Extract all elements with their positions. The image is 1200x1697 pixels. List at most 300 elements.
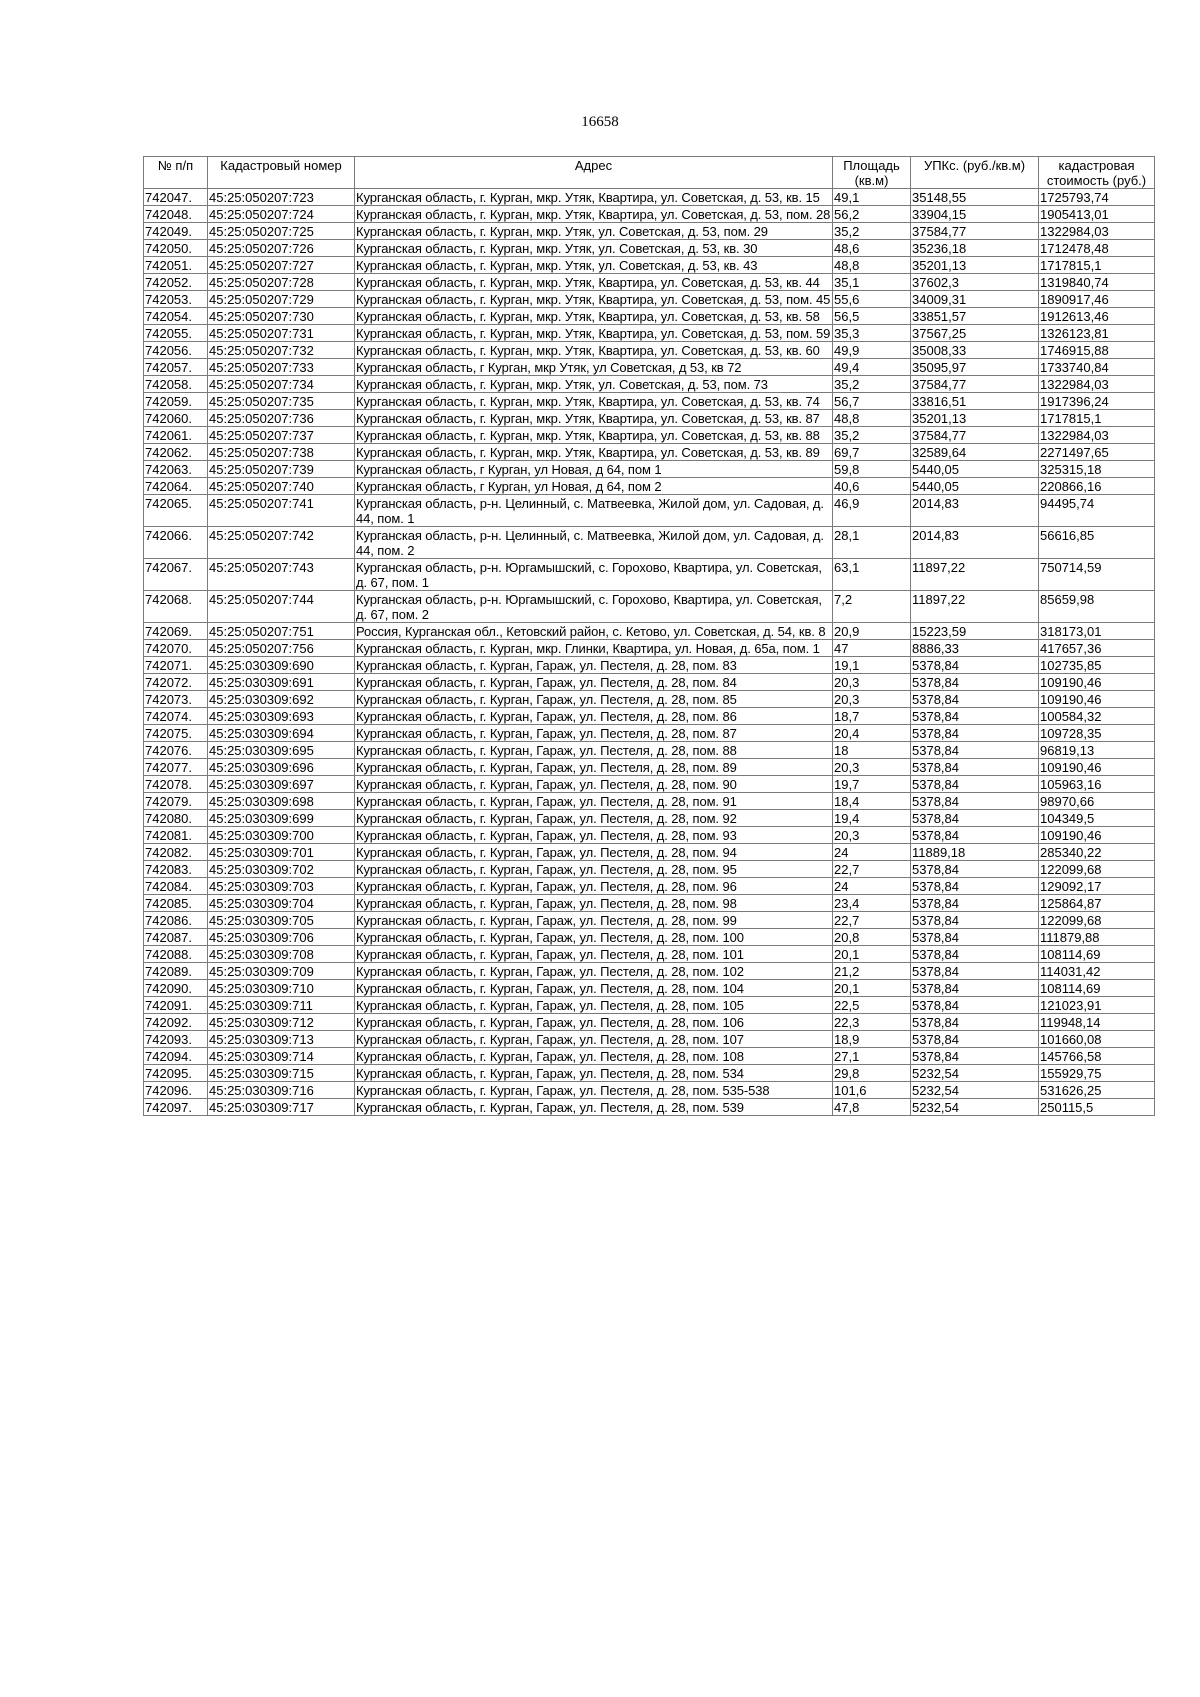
row-number-cell: 742049. — [144, 223, 208, 240]
address-cell: Курганская область, г. Курган, мкр. Утяк, ул. Советская, д. 53, пом. 29 — [355, 223, 833, 240]
cadastral-number-cell: 45:25:050207:735 — [208, 393, 355, 410]
table-row — [144, 240, 1155, 257]
upks-value-cell: 5378,84 — [911, 759, 1039, 776]
area-cell: 46,9 — [833, 495, 911, 527]
cadastral-table — [143, 156, 1155, 1116]
table-row — [144, 759, 1155, 776]
upks-value-cell: 35095,97 — [911, 359, 1039, 376]
upks-value-cell: 5378,84 — [911, 708, 1039, 725]
area-cell: 20,3 — [833, 674, 911, 691]
area-cell: 101,6 — [833, 1082, 911, 1099]
cadastral-value-cell: 1319840,74 — [1039, 274, 1155, 291]
table-row — [144, 674, 1155, 691]
table-row — [144, 793, 1155, 810]
cadastral-number-cell: 45:25:050207:743 — [208, 559, 355, 591]
cadastral-value-cell: 56616,85 — [1039, 527, 1155, 559]
area-cell: 47 — [833, 640, 911, 657]
area-cell: 56,7 — [833, 393, 911, 410]
area-cell: 20,4 — [833, 725, 911, 742]
area-cell: 22,7 — [833, 861, 911, 878]
address-cell: Курганская область, р-н. Целинный, с. Матвеевка, Жилой дом, ул. Садовая, д. 44, пом. 2 — [355, 527, 833, 559]
table-row — [144, 559, 1155, 591]
address-cell: Курганская область, г. Курган, мкр. Утяк, Квартира, ул. Советская, д. 53, пом. 45 — [355, 291, 833, 308]
row-number-cell: 742060. — [144, 410, 208, 427]
table-row — [144, 640, 1155, 657]
upks-value-cell: 8886,33 — [911, 640, 1039, 657]
row-number-cell: 742093. — [144, 1031, 208, 1048]
row-number-cell: 742053. — [144, 291, 208, 308]
area-cell: 19,4 — [833, 810, 911, 827]
area-cell: 20,9 — [833, 623, 911, 640]
cadastral-number-cell: 45:25:030309:691 — [208, 674, 355, 691]
upks-value-cell: 37584,77 — [911, 223, 1039, 240]
area-cell: 47,8 — [833, 1099, 911, 1116]
area-cell: 40,6 — [833, 478, 911, 495]
table-row — [144, 206, 1155, 223]
area-cell: 35,3 — [833, 325, 911, 342]
cadastral-number-cell: 45:25:030309:696 — [208, 759, 355, 776]
cadastral-value-cell: 1712478,48 — [1039, 240, 1155, 257]
address-cell: Курганская область, г. Курган, мкр. Утяк, Квартира, ул. Советская, д. 53, кв. 58 — [355, 308, 833, 325]
area-cell: 20,3 — [833, 691, 911, 708]
upks-value-cell: 37602,3 — [911, 274, 1039, 291]
row-number-cell: 742047. — [144, 189, 208, 206]
cadastral-value-cell: 1717815,1 — [1039, 410, 1155, 427]
row-number-cell: 742061. — [144, 427, 208, 444]
table-row — [144, 963, 1155, 980]
area-cell: 49,4 — [833, 359, 911, 376]
table-row — [144, 623, 1155, 640]
address-cell: Курганская область, г. Курган, Гараж, ул. Пестеля, д. 28, пом. 89 — [355, 759, 833, 776]
address-cell: Курганская область, р-н. Юргамышский, с. Горохово, Квартира, ул. Советская, д. 67, пом. 1 — [355, 559, 833, 591]
table-row — [144, 776, 1155, 793]
address-cell: Курганская область, г. Курган, Гараж, ул. Пестеля, д. 28, пом. 104 — [355, 980, 833, 997]
address-cell: Курганская область, г. Курган, Гараж, ул. Пестеля, д. 28, пом. 92 — [355, 810, 833, 827]
upks-value-cell: 5378,84 — [911, 912, 1039, 929]
table-row — [144, 325, 1155, 342]
address-cell: Курганская область, г. Курган, Гараж, ул. Пестеля, д. 28, пом. 106 — [355, 1014, 833, 1031]
table-row — [144, 393, 1155, 410]
cadastral-value-cell: 1733740,84 — [1039, 359, 1155, 376]
area-cell: 20,1 — [833, 980, 911, 997]
cadastral-number-cell: 45:25:030309:699 — [208, 810, 355, 827]
address-cell: Курганская область, г. Курган, Гараж, ул. Пестеля, д. 28, пом. 99 — [355, 912, 833, 929]
table-row — [144, 591, 1155, 623]
area-cell: 63,1 — [833, 559, 911, 591]
area-cell: 35,2 — [833, 376, 911, 393]
cadastral-value-cell: 750714,59 — [1039, 559, 1155, 591]
cadastral-value-cell: 100584,32 — [1039, 708, 1155, 725]
cadastral-value-cell: 85659,98 — [1039, 591, 1155, 623]
row-number-cell: 742094. — [144, 1048, 208, 1065]
address-cell: Курганская область, р-н. Целинный, с. Матвеевка, Жилой дом, ул. Садовая, д. 44, пом. 1 — [355, 495, 833, 527]
upks-value-cell: 5232,54 — [911, 1099, 1039, 1116]
cadastral-value-cell: 122099,68 — [1039, 861, 1155, 878]
cadastral-number-cell: 45:25:030309:690 — [208, 657, 355, 674]
row-number-cell: 742080. — [144, 810, 208, 827]
cadastral-value-cell: 108114,69 — [1039, 980, 1155, 997]
area-cell: 49,1 — [833, 189, 911, 206]
cadastral-number-cell: 45:25:030309:712 — [208, 1014, 355, 1031]
cadastral-value-cell: 96819,13 — [1039, 742, 1155, 759]
cadastral-value-cell: 1322984,03 — [1039, 427, 1155, 444]
area-cell: 18,4 — [833, 793, 911, 810]
upks-value-cell: 5378,84 — [911, 776, 1039, 793]
table-row — [144, 1048, 1155, 1065]
upks-value-cell: 5378,84 — [911, 1048, 1039, 1065]
upks-value-cell: 5440,05 — [911, 478, 1039, 495]
upks-value-cell: 5440,05 — [911, 461, 1039, 478]
row-number-cell: 742070. — [144, 640, 208, 657]
table-row — [144, 827, 1155, 844]
area-cell: 48,8 — [833, 257, 911, 274]
row-number-cell: 742075. — [144, 725, 208, 742]
upks-value-cell: 35201,13 — [911, 410, 1039, 427]
table-row — [144, 527, 1155, 559]
upks-value-cell: 2014,83 — [911, 495, 1039, 527]
row-number-cell: 742089. — [144, 963, 208, 980]
cadastral-number-cell: 45:25:030309:697 — [208, 776, 355, 793]
cadastral-number-cell: 45:25:050207:733 — [208, 359, 355, 376]
cadastral-value-cell: 1326123,81 — [1039, 325, 1155, 342]
address-cell: Курганская область, г. Курган, Гараж, ул. Пестеля, д. 28, пом. 94 — [355, 844, 833, 861]
table-row — [144, 461, 1155, 478]
cadastral-value-cell: 1912613,46 — [1039, 308, 1155, 325]
cadastral-number-cell: 45:25:030309:709 — [208, 963, 355, 980]
cadastral-value-cell: 109190,46 — [1039, 827, 1155, 844]
row-number-cell: 742063. — [144, 461, 208, 478]
row-number-cell: 742069. — [144, 623, 208, 640]
upks-value-cell: 5378,84 — [911, 674, 1039, 691]
address-cell: Курганская область, г Курган, ул Новая, д 64, пом 1 — [355, 461, 833, 478]
cadastral-number-cell: 45:25:030309:693 — [208, 708, 355, 725]
upks-value-cell: 32589,64 — [911, 444, 1039, 461]
row-number-cell: 742064. — [144, 478, 208, 495]
row-number-cell: 742051. — [144, 257, 208, 274]
address-cell: Курганская область, г. Курган, мкр. Утяк, Квартира, ул. Советская, д. 53, пом. 28 — [355, 206, 833, 223]
area-cell: 49,9 — [833, 342, 911, 359]
address-cell: Курганская область, г. Курган, Гараж, ул. Пестеля, д. 28, пом. 96 — [355, 878, 833, 895]
cadastral-number-cell: 45:25:050207:739 — [208, 461, 355, 478]
area-cell: 18,9 — [833, 1031, 911, 1048]
area-cell: 22,7 — [833, 912, 911, 929]
cadastral-number-cell: 45:25:050207:729 — [208, 291, 355, 308]
cadastral-value-cell: 102735,85 — [1039, 657, 1155, 674]
area-cell: 18 — [833, 742, 911, 759]
row-number-cell: 742077. — [144, 759, 208, 776]
upks-value-cell: 15223,59 — [911, 623, 1039, 640]
upks-value-cell: 5378,84 — [911, 793, 1039, 810]
cadastral-number-cell: 45:25:050207:724 — [208, 206, 355, 223]
cadastral-value-cell: 122099,68 — [1039, 912, 1155, 929]
cadastral-number-cell: 45:25:050207:732 — [208, 342, 355, 359]
area-cell: 19,1 — [833, 657, 911, 674]
upks-value-cell: 5378,84 — [911, 861, 1039, 878]
upks-value-cell: 5378,84 — [911, 827, 1039, 844]
table-row — [144, 929, 1155, 946]
cadastral-value-cell: 1905413,01 — [1039, 206, 1155, 223]
row-number-cell: 742088. — [144, 946, 208, 963]
cadastral-value-cell: 145766,58 — [1039, 1048, 1155, 1065]
cadastral-number-cell: 45:25:030309:700 — [208, 827, 355, 844]
cadastral-value-cell: 109190,46 — [1039, 759, 1155, 776]
upks-value-cell: 35236,18 — [911, 240, 1039, 257]
upks-value-cell: 11897,22 — [911, 591, 1039, 623]
cadastral-value-cell: 250115,5 — [1039, 1099, 1155, 1116]
cadastral-value-cell: 1322984,03 — [1039, 223, 1155, 240]
address-cell: Курганская область, р-н. Юргамышский, с. Горохово, Квартира, ул. Советская, д. 67, пом. 2 — [355, 591, 833, 623]
cadastral-value-cell: 111879,88 — [1039, 929, 1155, 946]
cadastral-number-cell: 45:25:030309:701 — [208, 844, 355, 861]
cadastral-number-cell: 45:25:030309:692 — [208, 691, 355, 708]
upks-value-cell: 5378,84 — [911, 929, 1039, 946]
table-row — [144, 478, 1155, 495]
row-number-cell: 742052. — [144, 274, 208, 291]
row-number-cell: 742087. — [144, 929, 208, 946]
address-cell: Курганская область, г. Курган, мкр. Утяк, ул. Советская, д. 53, пом. 73 — [355, 376, 833, 393]
table-header-row — [144, 157, 1155, 189]
header-upks: УПКс. (руб./кв.м) — [911, 157, 1039, 189]
address-cell: Курганская область, г. Курган, Гараж, ул. Пестеля, д. 28, пом. 93 — [355, 827, 833, 844]
cadastral-number-cell: 45:25:030309:710 — [208, 980, 355, 997]
row-number-cell: 742059. — [144, 393, 208, 410]
area-cell: 56,5 — [833, 308, 911, 325]
page-number: 16658 — [581, 114, 619, 130]
cadastral-value-cell: 125864,87 — [1039, 895, 1155, 912]
cadastral-number-cell: 45:25:030309:713 — [208, 1031, 355, 1048]
address-cell: Курганская область, г. Курган, мкр. Утяк, Квартира, ул. Советская, д. 53, кв. 87 — [355, 410, 833, 427]
upks-value-cell: 5378,84 — [911, 895, 1039, 912]
upks-value-cell: 5232,54 — [911, 1082, 1039, 1099]
row-number-cell: 742073. — [144, 691, 208, 708]
cadastral-number-cell: 45:25:030309:706 — [208, 929, 355, 946]
cadastral-number-cell: 45:25:050207:737 — [208, 427, 355, 444]
cadastral-number-cell: 45:25:050207:740 — [208, 478, 355, 495]
address-cell: Курганская область, г. Курган, мкр. Утяк, ул. Советская, д. 53, кв. 43 — [355, 257, 833, 274]
table-row — [144, 810, 1155, 827]
row-number-cell: 742076. — [144, 742, 208, 759]
cadastral-value-cell: 1717815,1 — [1039, 257, 1155, 274]
area-cell: 20,3 — [833, 827, 911, 844]
table-row — [144, 308, 1155, 325]
upks-value-cell: 11889,18 — [911, 844, 1039, 861]
upks-value-cell: 33904,15 — [911, 206, 1039, 223]
area-cell: 35,2 — [833, 427, 911, 444]
upks-value-cell: 5378,84 — [911, 1014, 1039, 1031]
cadastral-number-cell: 45:25:030309:711 — [208, 997, 355, 1014]
table-row — [144, 980, 1155, 997]
cadastral-value-cell: 325315,18 — [1039, 461, 1155, 478]
upks-value-cell: 5378,84 — [911, 1031, 1039, 1048]
area-cell: 55,6 — [833, 291, 911, 308]
cadastral-value-cell: 121023,91 — [1039, 997, 1155, 1014]
table-row — [144, 895, 1155, 912]
table-row — [144, 274, 1155, 291]
cadastral-value-cell: 98970,66 — [1039, 793, 1155, 810]
row-number-cell: 742055. — [144, 325, 208, 342]
address-cell: Курганская область, г. Курган, мкр. Утяк, Квартира, ул. Советская, д. 53, кв. 74 — [355, 393, 833, 410]
row-number-cell: 742079. — [144, 793, 208, 810]
address-cell: Курганская область, г. Курган, Гараж, ул. Пестеля, д. 28, пом. 100 — [355, 929, 833, 946]
address-cell: Курганская область, г Курган, ул Новая, д 64, пом 2 — [355, 478, 833, 495]
row-number-cell: 742095. — [144, 1065, 208, 1082]
cadastral-number-cell: 45:25:030309:704 — [208, 895, 355, 912]
area-cell: 22,3 — [833, 1014, 911, 1031]
table-row — [144, 359, 1155, 376]
address-cell: Курганская область, г. Курган, мкр. Утяк, Квартира, ул. Советская, д. 53, кв. 60 — [355, 342, 833, 359]
table-row — [144, 427, 1155, 444]
address-cell: Курганская область, г. Курган, мкр. Утяк, Квартира, ул. Советская, д. 53, пом. 59 — [355, 325, 833, 342]
row-number-cell: 742066. — [144, 527, 208, 559]
row-number-cell: 742096. — [144, 1082, 208, 1099]
area-cell: 24 — [833, 844, 911, 861]
cadastral-value-cell: 1725793,74 — [1039, 189, 1155, 206]
row-number-cell: 742081. — [144, 827, 208, 844]
table-row — [144, 691, 1155, 708]
row-number-cell: 742086. — [144, 912, 208, 929]
row-number-cell: 742090. — [144, 980, 208, 997]
row-number-cell: 742085. — [144, 895, 208, 912]
table-row — [144, 495, 1155, 527]
upks-value-cell: 5378,84 — [911, 810, 1039, 827]
cadastral-number-cell: 45:25:050207:734 — [208, 376, 355, 393]
area-cell: 18,7 — [833, 708, 911, 725]
row-number-cell: 742065. — [144, 495, 208, 527]
cadastral-value-cell: 109190,46 — [1039, 691, 1155, 708]
table-row — [144, 878, 1155, 895]
row-number-cell: 742078. — [144, 776, 208, 793]
cadastral-number-cell: 45:25:050207:741 — [208, 495, 355, 527]
area-cell: 59,8 — [833, 461, 911, 478]
upks-value-cell: 5232,54 — [911, 1065, 1039, 1082]
upks-value-cell: 5378,84 — [911, 963, 1039, 980]
cadastral-number-cell: 45:25:050207:730 — [208, 308, 355, 325]
cadastral-number-cell: 45:25:050207:725 — [208, 223, 355, 240]
cadastral-value-cell: 101660,08 — [1039, 1031, 1155, 1048]
row-number-cell: 742058. — [144, 376, 208, 393]
row-number-cell: 742056. — [144, 342, 208, 359]
table-row — [144, 708, 1155, 725]
table-row — [144, 844, 1155, 861]
row-number-cell: 742097. — [144, 1099, 208, 1116]
address-cell: Курганская область, г. Курган, Гараж, ул. Пестеля, д. 28, пом. 534 — [355, 1065, 833, 1082]
area-cell: 20,1 — [833, 946, 911, 963]
row-number-cell: 742091. — [144, 997, 208, 1014]
cadastral-number-cell: 45:25:030309:716 — [208, 1082, 355, 1099]
address-cell: Курганская область, г. Курган, мкр. Глинки, Квартира, ул. Новая, д. 65а, пом. 1 — [355, 640, 833, 657]
row-number-cell: 742084. — [144, 878, 208, 895]
area-cell: 20,8 — [833, 929, 911, 946]
row-number-cell: 742050. — [144, 240, 208, 257]
upks-value-cell: 5378,84 — [911, 657, 1039, 674]
address-cell: Курганская область, г. Курган, Гараж, ул. Пестеля, д. 28, пом. 86 — [355, 708, 833, 725]
cadastral-value-cell: 2271497,65 — [1039, 444, 1155, 461]
area-cell: 35,1 — [833, 274, 911, 291]
table-row — [144, 725, 1155, 742]
address-cell: Курганская область, г. Курган, Гараж, ул. Пестеля, д. 28, пом. 98 — [355, 895, 833, 912]
cadastral-value-cell: 155929,75 — [1039, 1065, 1155, 1082]
address-cell: Курганская область, г. Курган, Гараж, ул. Пестеля, д. 28, пом. 85 — [355, 691, 833, 708]
cadastral-number-cell: 45:25:030309:715 — [208, 1065, 355, 1082]
address-cell: Курганская область, г. Курган, Гараж, ул. Пестеля, д. 28, пом. 90 — [355, 776, 833, 793]
upks-value-cell: 2014,83 — [911, 527, 1039, 559]
cadastral-value-cell: 108114,69 — [1039, 946, 1155, 963]
cadastral-value-cell: 417657,36 — [1039, 640, 1155, 657]
upks-value-cell: 5378,84 — [911, 997, 1039, 1014]
cadastral-number-cell: 45:25:050207:738 — [208, 444, 355, 461]
row-number-cell: 742072. — [144, 674, 208, 691]
upks-value-cell: 35008,33 — [911, 342, 1039, 359]
row-number-cell: 742068. — [144, 591, 208, 623]
address-cell: Курганская область, г. Курган, Гараж, ул. Пестеля, д. 28, пом. 101 — [355, 946, 833, 963]
cadastral-number-cell: 45:25:030309:708 — [208, 946, 355, 963]
table-row — [144, 912, 1155, 929]
upks-value-cell: 11897,22 — [911, 559, 1039, 591]
table-row — [144, 946, 1155, 963]
cadastral-value-cell: 220866,16 — [1039, 478, 1155, 495]
row-number-cell: 742071. — [144, 657, 208, 674]
cadastral-value-cell: 109190,46 — [1039, 674, 1155, 691]
address-cell: Курганская область, г. Курган, Гараж, ул. Пестеля, д. 28, пом. 83 — [355, 657, 833, 674]
upks-value-cell: 37567,25 — [911, 325, 1039, 342]
cadastral-value-cell: 105963,16 — [1039, 776, 1155, 793]
cadastral-value-cell: 119948,14 — [1039, 1014, 1155, 1031]
address-cell: Курганская область, г. Курган, Гараж, ул. Пестеля, д. 28, пом. 102 — [355, 963, 833, 980]
row-number-cell: 742082. — [144, 844, 208, 861]
table-body — [144, 189, 1155, 1116]
address-cell: Курганская область, г. Курган, Гараж, ул. Пестеля, д. 28, пом. 95 — [355, 861, 833, 878]
cadastral-value-cell: 129092,17 — [1039, 878, 1155, 895]
upks-value-cell: 35201,13 — [911, 257, 1039, 274]
row-number-cell: 742074. — [144, 708, 208, 725]
cadastral-number-cell: 45:25:050207:756 — [208, 640, 355, 657]
upks-value-cell: 37584,77 — [911, 376, 1039, 393]
area-cell: 20,3 — [833, 759, 911, 776]
table-row — [144, 376, 1155, 393]
cadastral-number-cell: 45:25:030309:703 — [208, 878, 355, 895]
header-number: № п/п — [144, 157, 208, 189]
cadastral-number-cell: 45:25:030309:714 — [208, 1048, 355, 1065]
table-row — [144, 257, 1155, 274]
table-row — [144, 342, 1155, 359]
cadastral-value-cell: 94495,74 — [1039, 495, 1155, 527]
area-cell: 35,2 — [833, 223, 911, 240]
cadastral-number-cell: 45:25:050207:744 — [208, 591, 355, 623]
table-row — [144, 1014, 1155, 1031]
address-cell: Россия, Курганская обл., Кетовский район, с. Кетово, ул. Советская, д. 54, кв. 8 — [355, 623, 833, 640]
upks-value-cell: 35148,55 — [911, 189, 1039, 206]
upks-value-cell: 34009,31 — [911, 291, 1039, 308]
upks-value-cell: 5378,84 — [911, 980, 1039, 997]
cadastral-value-cell: 114031,42 — [1039, 963, 1155, 980]
area-cell: 29,8 — [833, 1065, 911, 1082]
row-number-cell: 742048. — [144, 206, 208, 223]
table-row — [144, 657, 1155, 674]
cadastral-value-cell: 1746915,88 — [1039, 342, 1155, 359]
upks-value-cell: 37584,77 — [911, 427, 1039, 444]
row-number-cell: 742062. — [144, 444, 208, 461]
address-cell: Курганская область, г. Курган, Гараж, ул. Пестеля, д. 28, пом. 87 — [355, 725, 833, 742]
address-cell: Курганская область, г. Курган, мкр. Утяк, Квартира, ул. Советская, д. 53, кв. 89 — [355, 444, 833, 461]
area-cell: 7,2 — [833, 591, 911, 623]
cadastral-value-cell: 1917396,24 — [1039, 393, 1155, 410]
upks-value-cell: 5378,84 — [911, 725, 1039, 742]
cadastral-number-cell: 45:25:030309:705 — [208, 912, 355, 929]
header-address: Адрес — [355, 157, 833, 189]
address-cell: Курганская область, г. Курган, мкр. Утяк, ул. Советская, д. 53, кв. 30 — [355, 240, 833, 257]
row-number-cell: 742067. — [144, 559, 208, 591]
area-cell: 69,7 — [833, 444, 911, 461]
